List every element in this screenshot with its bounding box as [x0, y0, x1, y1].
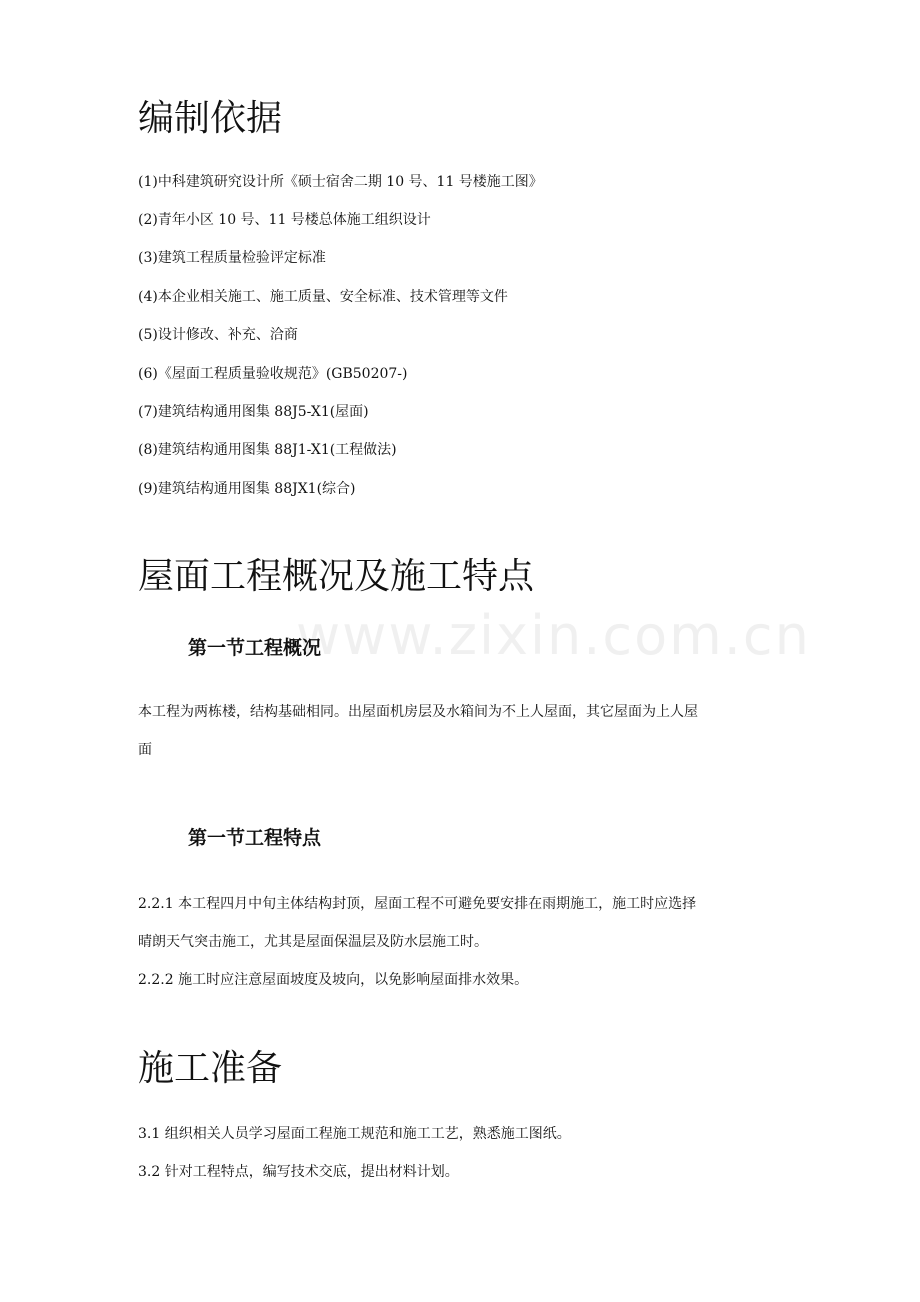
feature-item-1-line-2: 晴朗天气突击施工，尤其是屋面保温层及防水层施工时。 — [138, 934, 488, 950]
subsection-title-features: 第一节工程特点 — [188, 827, 322, 849]
basis-item-7: (7)建筑结构通用图集 88J5-X1(屋面) — [138, 404, 369, 420]
watermark-text: www.zixin.com.cn — [296, 604, 811, 667]
section-title-overview: 屋面工程概况及施工特点 — [138, 556, 535, 597]
basis-item-3: (3)建筑工程质量检验评定标准 — [138, 250, 326, 266]
basis-item-9: (9)建筑结构通用图集 88JX1(综合) — [138, 481, 356, 497]
basis-item-4: (4)本企业相关施工、施工质量、安全标准、技术管理等文件 — [138, 289, 508, 305]
section-title-prep: 施工准备 — [138, 1048, 283, 1089]
section-title-basis: 编制依据 — [138, 98, 283, 139]
overview-paragraph-line-1: 本工程为两栋楼，结构基础相同。出屋面机房层及水箱间为不上人屋面，其它屋面为上人屋 — [138, 704, 698, 720]
basis-item-1: (1)中科建筑研究设计所《硕士宿舍二期 10 号、11 号楼施工图》 — [138, 174, 543, 190]
prep-item-2: 3.2 针对工程特点，编写技术交底，提出材料计划。 — [138, 1164, 459, 1180]
basis-item-6: (6)《屋面工程质量验收规范》(GB50207-) — [138, 366, 408, 382]
basis-item-8: (8)建筑结构通用图集 88J1-X1(工程做法) — [138, 442, 397, 458]
basis-item-2: (2)青年小区 10 号、11 号楼总体施工组织设计 — [138, 212, 431, 228]
basis-item-5: (5)设计修改、补充、洽商 — [138, 327, 298, 343]
feature-item-2: 2.2.2 施工时应注意屋面坡度及坡向，以免影响屋面排水效果。 — [138, 972, 529, 988]
overview-paragraph-line-2: 面 — [138, 742, 152, 758]
feature-item-1-line-1: 2.2.1 本工程四月中旬主体结构封顶，屋面工程不可避免要安排在雨期施工，施工时应选择 — [138, 896, 697, 912]
prep-item-1: 3.1 组织相关人员学习屋面工程施工规范和施工工艺，熟悉施工图纸。 — [138, 1126, 571, 1142]
subsection-title-overview: 第一节工程概况 — [188, 637, 322, 659]
